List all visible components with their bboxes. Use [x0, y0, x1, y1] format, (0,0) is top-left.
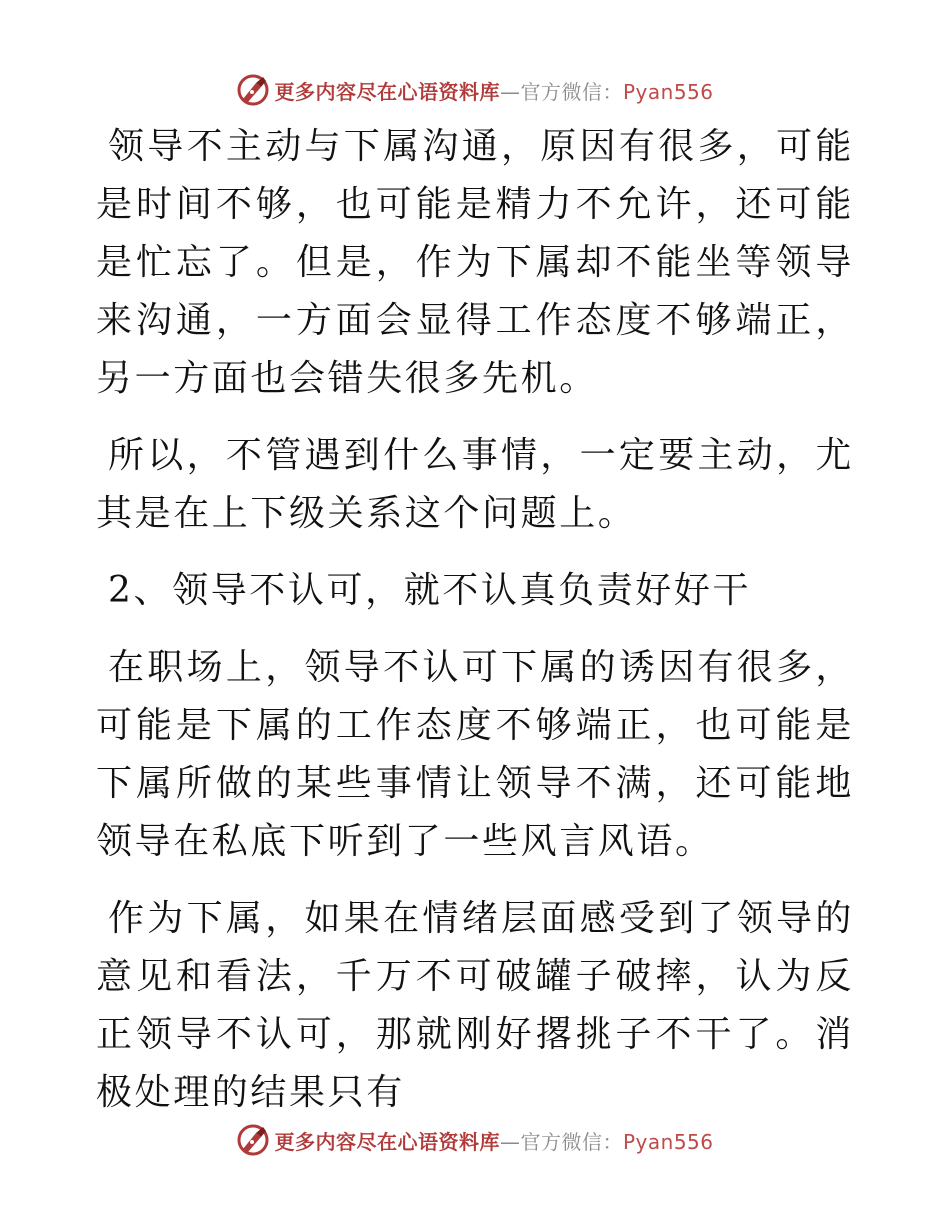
- header-separator: —: [499, 79, 521, 104]
- paragraph-1: 领导不主动与下属沟通，原因有很多，可能是时间不够，也可能是精力不允许，还可能是忙忘了。但是，作为下属却不能坐等领导来沟通，一方面会显得工作态度不够端正，另一方面也会错失很多先机。: [96, 126, 854, 399]
- header-brand: 更多内容尽在心语资料库: [274, 79, 500, 104]
- footer-separator: —: [499, 1129, 521, 1154]
- pen-nib-logo-icon: [236, 73, 270, 107]
- pen-nib-logo-icon: [236, 1123, 270, 1157]
- document-body: [96, 118, 854, 1141]
- footer-banner-text: [274, 1126, 713, 1155]
- section-heading: 2、领导不认可，就不认真负责好好干: [108, 570, 752, 611]
- page-header-banner: [0, 70, 950, 110]
- paragraph-4: 作为下属，如果在情绪层面感受到了领导的意见和看法，千万不可破罐子破摔，认为反正领导不认可，那就刚好撂挑子不干了。消极处理的结果只有: [96, 898, 854, 1113]
- footer-brand: 更多内容尽在心语资料库: [274, 1129, 500, 1154]
- paragraph-3: 在职场上，领导不认可下属的诱因有很多，可能是下属的工作态度不够端正，也可能是下属所做的某些事情让领导不满，还可能地领导在私底下听到了一些风言风语。: [96, 647, 854, 862]
- paragraph-2: 所以，不管遇到什么事情，一定要主动，尤其是在上下级关系这个问题上。: [96, 435, 854, 534]
- footer-account: Pyan556: [622, 1129, 714, 1154]
- header-wechat-label: 官方微信：: [520, 79, 623, 104]
- page-footer-banner: [0, 1120, 950, 1160]
- header-account: Pyan556: [622, 79, 714, 104]
- footer-wechat-label: 官方微信：: [520, 1129, 623, 1154]
- header-banner-text: [274, 76, 713, 105]
